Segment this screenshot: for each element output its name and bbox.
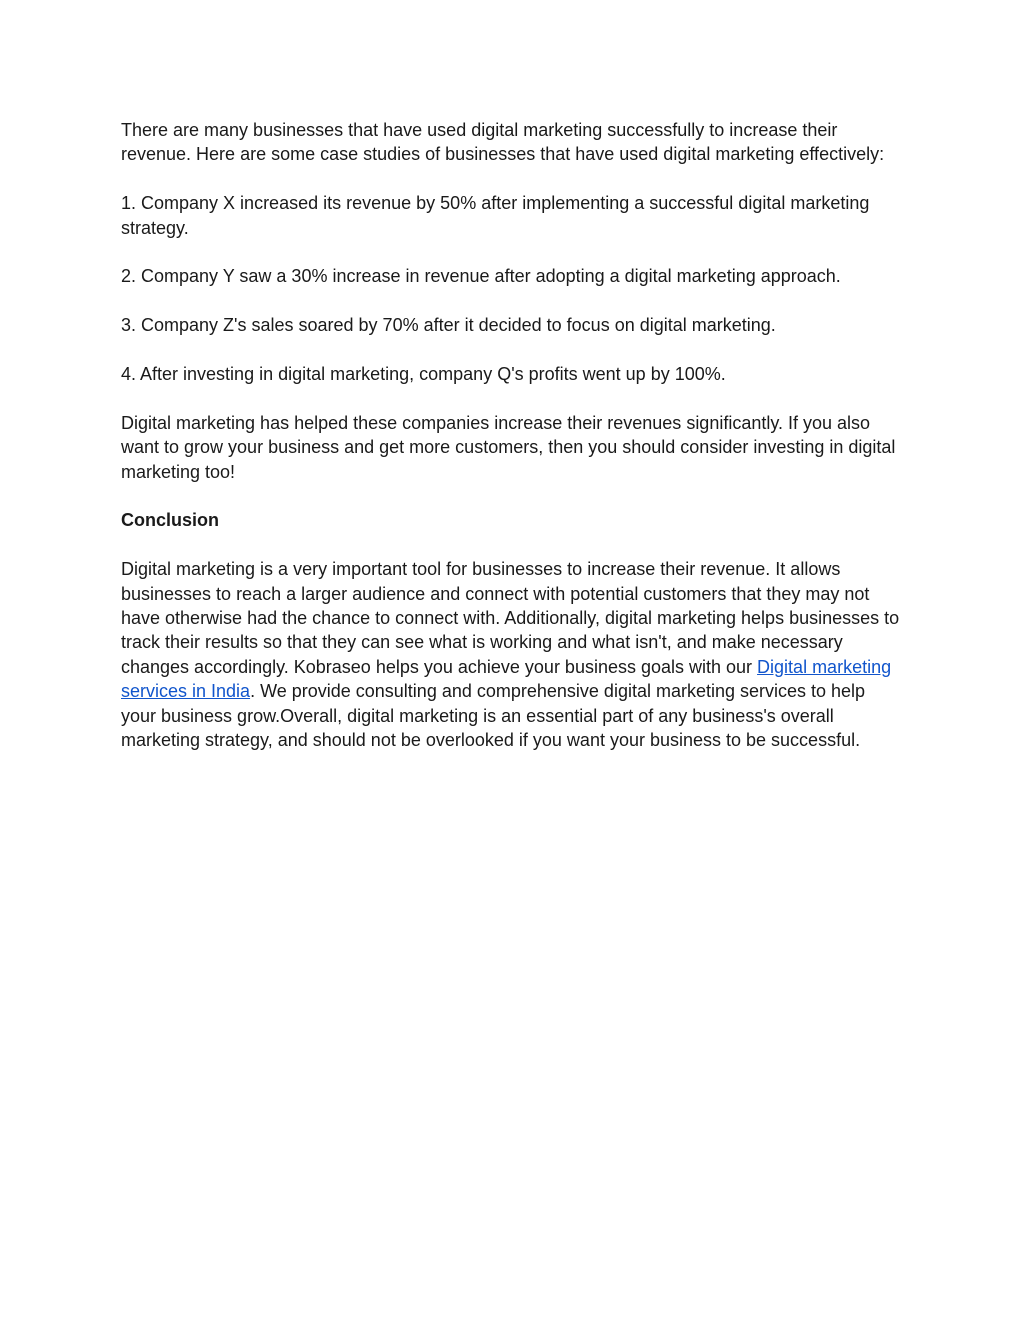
conclusion-heading: Conclusion: [121, 510, 219, 531]
intro-paragraph: There are many businesses that have used digital marketing successfully to increase their revenue. Here are some case studies of businesses that have used digital marketing effectively:: [121, 120, 885, 165]
case-study-item: 2. Company Y saw a 30% increase in revenue after adopting a digital marketing approach.: [121, 266, 841, 287]
case-study-item: 4. After investing in digital marketing, company Q's profits went up by 100%.: [121, 364, 726, 384]
conclusion-paragraph: [121, 557, 905, 752]
digital-marketing-services-link[interactable]: Digital marketing services in India: [121, 656, 892, 702]
summary-paragraph: Digital marketing has helped these companies increase their revenues significantly. If you also want to grow your business and get more customers, then you should consider investing in digital marketing too!: [121, 412, 896, 482]
conclusion-text-before-link: Digital marketing is a very important tool for businesses to increase their revenue. It allows businesses to reach a larger audience and connect with potential customers that they may not have otherwise had the chance to connect with. Additionally, digital marketing helps businesses to track their results so that they can see what is working and what isn't, and make necessary changes accordingly. Kobraseo helps you achieve your business goals with our: [121, 559, 900, 677]
conclusion-text-after-link: . We provide consulting and comprehensive digital marketing services to help your business grow.Overall, digital marketing is an essential part of any business's overall marketing strategy, and should not be overlooked if you want your business to be successful.: [121, 681, 866, 751]
document-body: [121, 118, 905, 777]
case-study-item: 3. Company Z's sales soared by 70% after it decided to focus on digital marketing.: [121, 315, 776, 336]
case-study-item: 1. Company X increased its revenue by 50% after implementing a successful digital marketing strategy.: [121, 193, 870, 238]
